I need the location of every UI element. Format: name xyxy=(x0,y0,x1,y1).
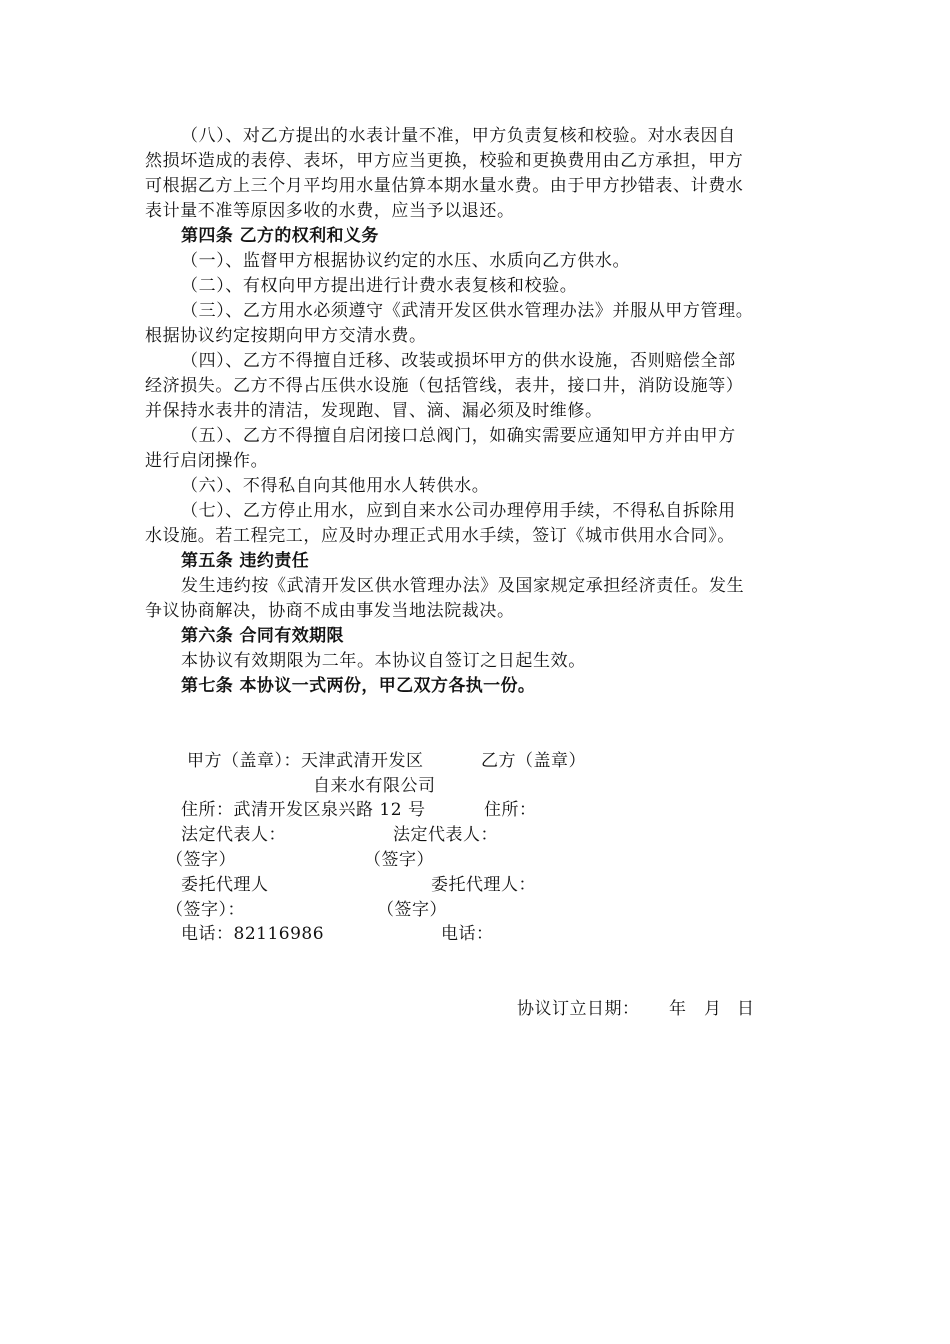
clause-4-3-line-2: 根据协议约定按期向甲方交清水费。 xyxy=(145,326,427,346)
clause-3-8-line-1: （八）、对乙方提出的水表计量不准，甲方负责复核和校验。对水表因自 xyxy=(181,126,736,146)
agreement-date-label: 协议订立日期： xyxy=(517,999,640,1019)
agent-b: 委托代理人： xyxy=(431,875,536,895)
date-day: 日 xyxy=(737,999,755,1019)
article-5-heading: 第五条 违约责任 xyxy=(181,551,310,571)
clause-4-6: （六）、不得私自向其他用水人转供水。 xyxy=(181,476,490,496)
date-year: 年 xyxy=(669,999,687,1019)
clause-4-4-line-3: 并保持水表井的清洁，发现跑、冒、滴、漏必须及时维修。 xyxy=(145,401,603,421)
clause-3-8-line-2: 然损坏造成的表停、表坏，甲方应当更换，校验和更换费用由乙方承担，甲方 xyxy=(145,151,744,171)
article-4-heading: 第四条 乙方的权利和义务 xyxy=(181,226,379,246)
clause-4-1: （一）、监督甲方根据协议约定的水压、水质向乙方供水。 xyxy=(181,251,631,271)
party-b-label: 乙方（盖章） xyxy=(481,751,586,771)
phone-a: 电话：82116986 xyxy=(181,924,325,944)
clause-4-4-line-2: 经济损失。乙方不得占压供水设施（包括管线，表井，接口井，消防设施等） xyxy=(145,376,744,396)
clause-4-7-line-1: （七）、乙方停止用水，应到自来水公司办理停用手续，不得私自拆除用 xyxy=(181,501,736,521)
clause-4-5-line-2: 进行启闭操作。 xyxy=(145,451,269,471)
clause-4-7-line-2: 水设施。若工程完工，应及时办理正式用水手续，签订《城市供用水合同》。 xyxy=(145,526,735,546)
article-5-line-1: 发生违约按《武清开发区供水管理办法》及国家规定承担经济责任。发生 xyxy=(181,576,745,596)
clause-3-8-line-4: 表计量不准等原因多收的水费，应当予以退还。 xyxy=(145,201,515,221)
agent-sign-a: （签字）： xyxy=(166,900,245,920)
clause-3-8-line-3: 可根据乙方上三个月平均用水量估算本期水量水费。由于甲方抄错表、计费水 xyxy=(145,176,744,196)
clause-4-2: （二）、有权向甲方提出进行计费水表复核和校验。 xyxy=(181,276,578,296)
address-a: 住所：武清开发区泉兴路 12 号 xyxy=(181,800,426,820)
clause-4-5-line-1: （五）、乙方不得擅自启闭接口总阀门，如确实需要应通知甲方并由甲方 xyxy=(181,426,736,446)
article-6-heading: 第六条 合同有效期限 xyxy=(181,626,344,646)
clause-4-3-line-1: （三）、乙方用水必须遵守《武清开发区供水管理办法》并服从甲方管理。 xyxy=(181,301,754,321)
article-5-line-2: 争议协商解决，协商不成由事发当地法院裁决。 xyxy=(145,601,515,621)
sign-b: （签字） xyxy=(364,850,434,870)
phone-b: 电话： xyxy=(441,924,494,944)
agent-sign-b: （签字） xyxy=(377,900,447,920)
date-month: 月 xyxy=(704,999,722,1019)
article-6-line-1: 本协议有效期限为二年。本协议自签订之日起生效。 xyxy=(181,651,586,671)
party-a-label: 甲方（盖章）：天津武清开发区 xyxy=(187,751,424,771)
address-b: 住所： xyxy=(484,800,537,820)
agent-a: 委托代理人 xyxy=(181,875,269,895)
sign-a: （签字） xyxy=(166,850,236,870)
legal-rep-b: 法定代表人： xyxy=(393,825,498,845)
article-7-heading: 第七条 本协议一式两份，甲乙双方各执一份。 xyxy=(181,676,536,696)
clause-4-4-line-1: （四）、乙方不得擅自迁移、改装或损坏甲方的供水设施，否则赔偿全部 xyxy=(181,351,736,371)
party-a-name-line2: 自来水有限公司 xyxy=(313,776,436,796)
legal-rep-a: 法定代表人： xyxy=(181,825,286,845)
